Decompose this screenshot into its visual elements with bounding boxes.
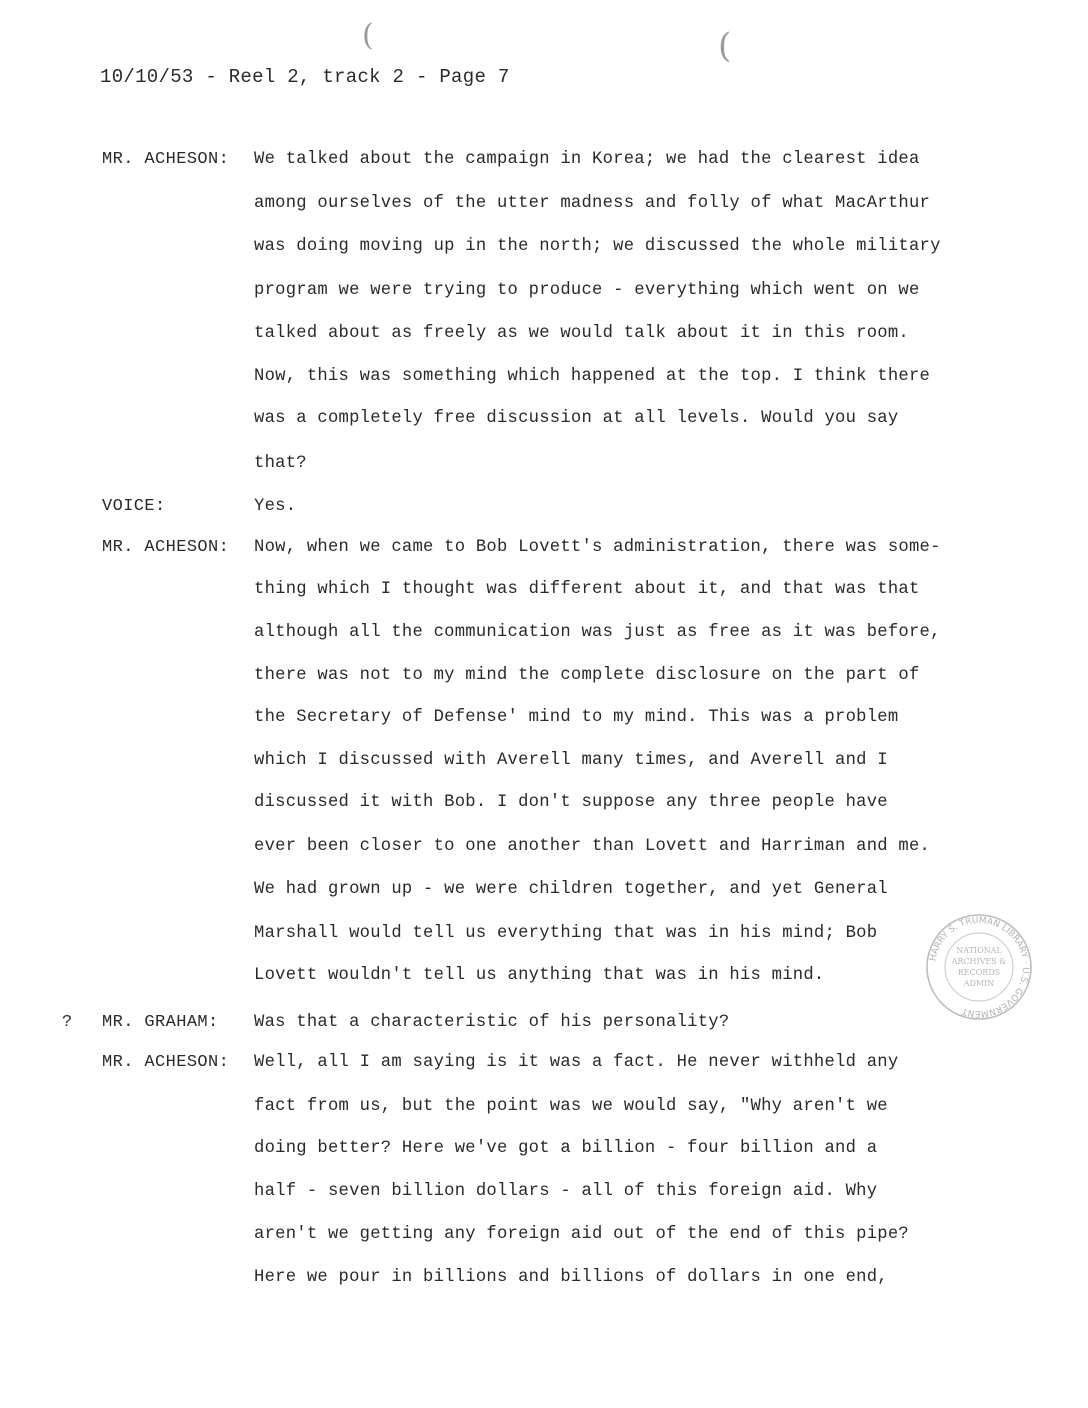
stamp-ring-text: HARRY S. TRUMAN LIBRARY · U.S. GOVERNMENT: [928, 915, 1031, 1019]
text-line: was doing moving up in the north; we discussed the whole military: [254, 237, 941, 256]
stamp-line-2: ARCHIVES &: [951, 957, 1007, 966]
left-paren-mark-1: (: [362, 18, 374, 53]
stamp-line-1: NATIONAL: [956, 946, 1002, 955]
text-line: We had grown up - we were children together, and yet General: [254, 880, 888, 899]
left-paren-mark-2: (: [718, 26, 732, 66]
text-line: Marshall would tell us everything that was in his mind; Bob: [254, 924, 878, 943]
text-line: among ourselves of the utter madness and folly of what MacArthur: [254, 194, 931, 213]
stamp-line-4: ADMIN: [963, 979, 995, 988]
stamp-line-3: RECORDS: [957, 968, 1001, 977]
speaker-label-acheson-3: MR. ACHESON:: [102, 1053, 230, 1072]
text-line: that?: [254, 454, 307, 473]
speaker-label-acheson-1: MR. ACHESON:: [102, 150, 230, 169]
text-line: although all the communication was just as free as it was before,: [254, 623, 941, 642]
text-line: talked about as freely as we would talk about it in this room.: [254, 324, 909, 343]
text-line: We talked about the campaign in Korea; we had the clearest idea: [254, 150, 920, 169]
text-line: the Secretary of Defense' mind to my mind. This was a problem: [254, 708, 899, 727]
text-line: doing better? Here we've got a billion - four billion and a: [254, 1139, 878, 1158]
text-line: which I discussed with Averell many times, and Averell and I: [254, 751, 888, 770]
text-line: aren't we getting any foreign aid out of the end of this pipe?: [254, 1225, 909, 1244]
text-line: Was that a characteristic of his personality?: [254, 1013, 730, 1032]
text-line: Yes.: [254, 497, 297, 516]
text-line: ever been closer to one another than Lovett and Harriman and me.: [254, 837, 931, 856]
archive-stamp: [925, 913, 1033, 1021]
speaker-label-acheson-2: MR. ACHESON:: [102, 538, 230, 557]
text-line: half - seven billion dollars - all of this foreign aid. Why: [254, 1182, 878, 1201]
text-line: was a completely free discussion at all levels. Would you say: [254, 409, 899, 428]
speaker-label-graham: MR. GRAHAM:: [102, 1013, 219, 1032]
text-line: Lovett wouldn't tell us anything that was in his mind.: [254, 966, 825, 985]
speaker-label-voice: VOICE:: [102, 497, 166, 516]
text-line: Well, all I am saying is it was a fact. He never withheld any: [254, 1053, 899, 1072]
text-line: Now, this was something which happened at the top. I think there: [254, 367, 931, 386]
text-line: thing which I thought was different about it, and that was that: [254, 580, 920, 599]
question-mark-annotation: ?: [62, 1013, 73, 1032]
text-line: Now, when we came to Bob Lovett's administration, there was some-: [254, 538, 941, 557]
text-line: discussed it with Bob. I don't suppose any three people have: [254, 793, 888, 812]
text-line: there was not to my mind the complete disclosure on the part of: [254, 666, 920, 685]
text-line: program we were trying to produce - everything which went on we: [254, 281, 920, 300]
text-line: fact from us, but the point was we would say, "Why aren't we: [254, 1097, 888, 1116]
text-line: Here we pour in billions and billions of dollars in one end,: [254, 1268, 888, 1287]
page-header: 10/10/53 - Reel 2, track 2 - Page 7: [100, 66, 510, 88]
